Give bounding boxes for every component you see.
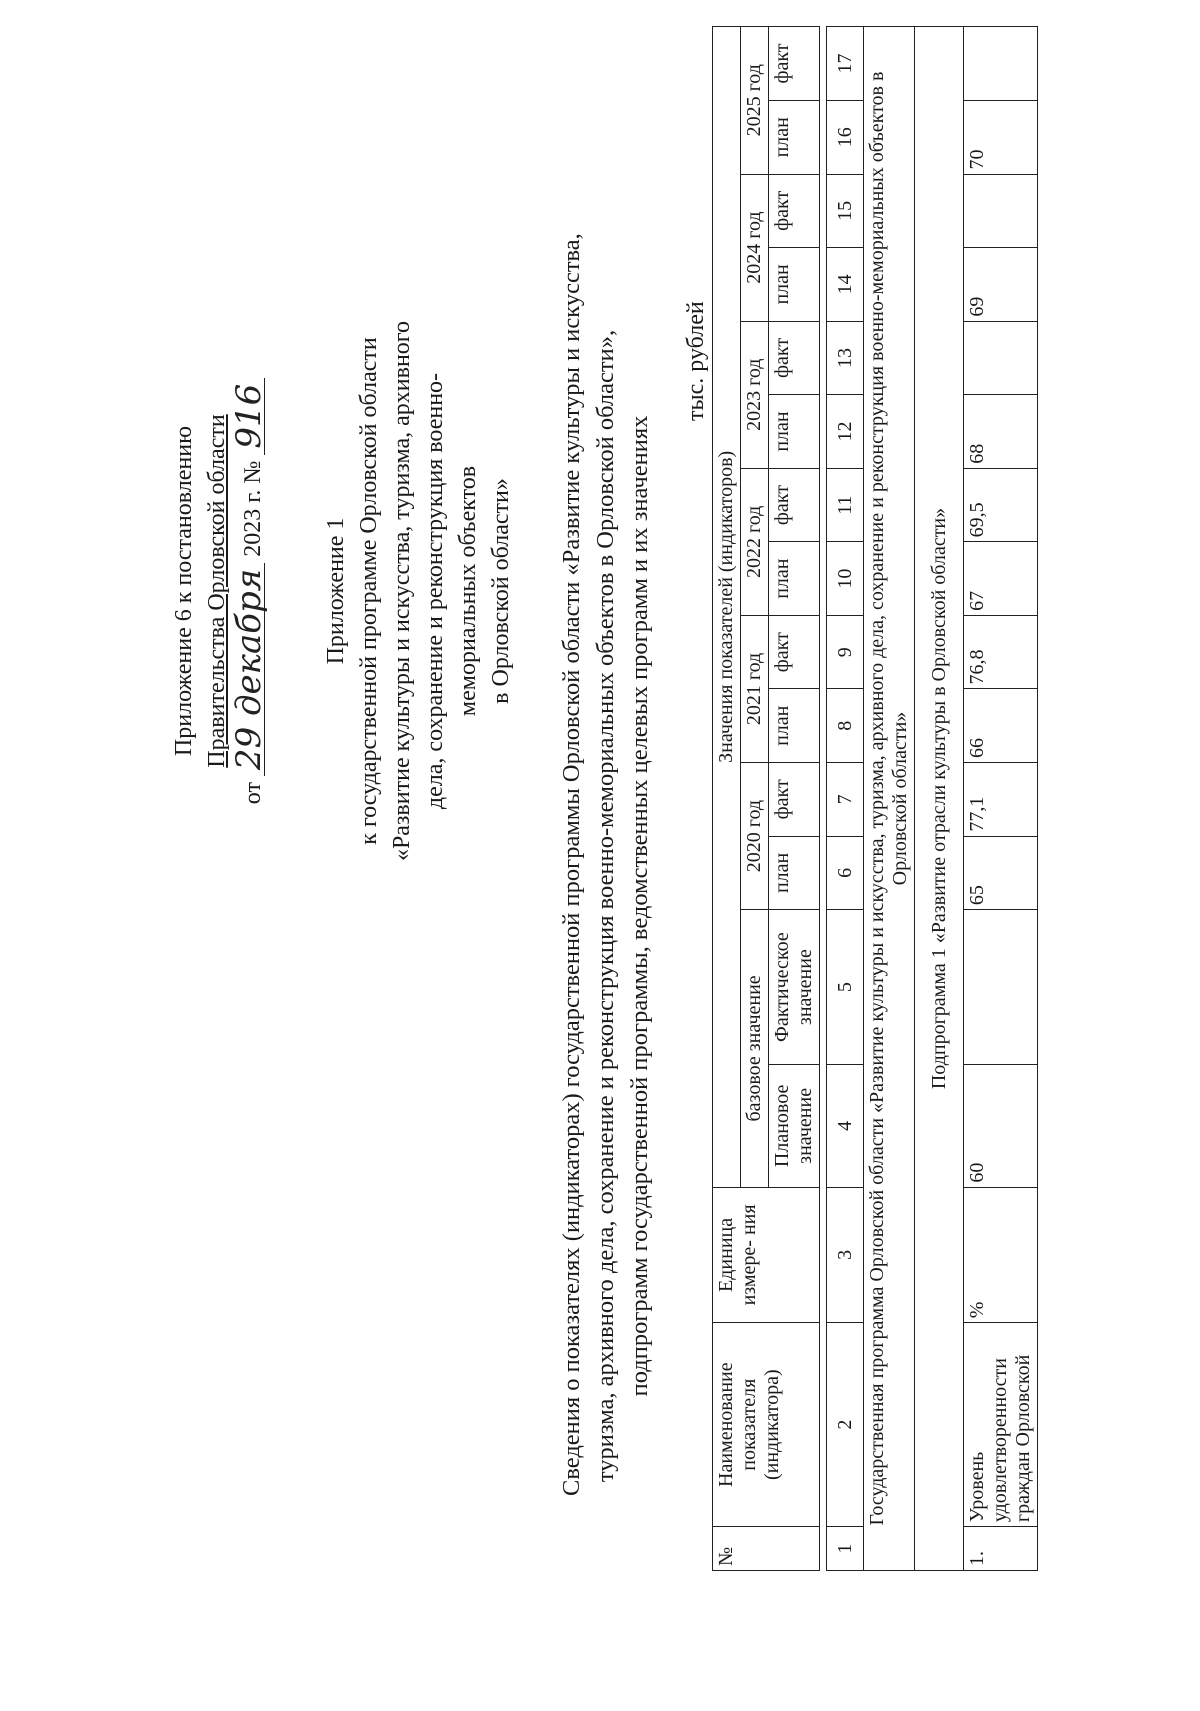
col-number: 4 <box>827 1065 864 1188</box>
row-2022-plan: 67 <box>964 542 1038 616</box>
col-number: 3 <box>827 1187 864 1323</box>
col-number: 6 <box>827 836 864 910</box>
program-row <box>864 27 915 1571</box>
units-label: тыс. рублей <box>683 301 709 421</box>
subprogram-row <box>915 27 964 1571</box>
header-unit: Единица измере- ния <box>713 1187 820 1323</box>
subprogram-row-cell: Подпрограмма 1 «Развитие отрасли культуры в Орловской области» <box>915 27 964 1571</box>
col-number: 5 <box>827 910 864 1065</box>
col-number: 7 <box>827 763 864 837</box>
col-number: 11 <box>827 468 864 542</box>
col-number: 14 <box>827 248 864 322</box>
header-plan: план <box>769 395 820 469</box>
separator-cell <box>820 27 827 1571</box>
handwritten-number: 916 <box>234 378 265 455</box>
row-2020-fact: 77,1 <box>964 763 1038 837</box>
row-2024-fact <box>964 174 1038 248</box>
col-number: 17 <box>827 27 864 101</box>
table-separator <box>820 27 827 1571</box>
appendix-line-3: «Развитие культуры и искусства, туризма, архивного <box>389 320 415 862</box>
appendix-line-6: в Орловской области» <box>488 478 514 704</box>
row-2025-fact <box>964 27 1038 101</box>
column-number-row <box>827 27 864 1571</box>
appendix-line-1: Приложение 1 <box>323 517 349 665</box>
header-year-2020: 2020 год <box>741 763 769 910</box>
header-fact: факт <box>769 763 820 837</box>
header-base-fact: Фактическое значение <box>769 910 820 1065</box>
col-number: 9 <box>827 615 864 689</box>
col-number: 13 <box>827 321 864 395</box>
col-number: 8 <box>827 689 864 763</box>
header-fact: факт <box>769 27 820 101</box>
header-plan: план <box>769 100 820 174</box>
header-year-2021: 2021 год <box>741 615 769 762</box>
header-base: базовое значение <box>741 910 769 1188</box>
program-row-cell: Государственная программа Орловской области «Развитие культуры и искусства, туризма, архивного дела, сохранение и реконструкция военно-мемориальных объектов в Орловской области» <box>864 27 915 1571</box>
header-year-2022: 2022 год <box>741 468 769 615</box>
header-date-row <box>229 311 270 871</box>
col-number: 16 <box>827 100 864 174</box>
header-fact: факт <box>769 321 820 395</box>
row-2023-fact <box>964 321 1038 395</box>
header-line-1: Приложение 6 к постановлению <box>171 425 197 757</box>
header-year-2024: 2024 год <box>741 174 769 321</box>
indicators-table <box>712 26 1038 1571</box>
year-text: 2023 г. № <box>240 460 266 557</box>
header-name: Наименование показателя (индикатора) <box>713 1323 820 1527</box>
table-row <box>964 27 1038 1571</box>
col-number: 2 <box>827 1323 864 1527</box>
title-line-2: туризма, архивного дела, сохранение и реконструкция военно-мемориальных объектов в Орловской области», <box>592 329 619 1483</box>
header-plan: план <box>769 689 820 763</box>
row-2023-plan: 68 <box>964 395 1038 469</box>
row-base-plan: 60 <box>964 1065 1038 1188</box>
col-number: 1 <box>827 1527 864 1571</box>
row-2022-fact: 69,5 <box>964 468 1038 542</box>
row-2024-plan: 69 <box>964 248 1038 322</box>
resolution-header <box>168 311 270 871</box>
row-unit: % <box>964 1187 1038 1323</box>
row-2025-plan: 70 <box>964 100 1038 174</box>
col-number: 12 <box>827 395 864 469</box>
row-no: 1. <box>964 1527 1038 1571</box>
row-2021-fact: 76,8 <box>964 615 1038 689</box>
document-title <box>555 233 657 1496</box>
appendix-line-5: мемориальных объектов <box>455 465 481 717</box>
handwritten-date: 29 декабря <box>234 563 265 776</box>
col-number: 15 <box>827 174 864 248</box>
header-plan: план <box>769 542 820 616</box>
title-line-3: подпрограмм государственной программы, ведомственных целевых программ и их значениях <box>626 415 653 1397</box>
date-prefix: от <box>240 782 266 805</box>
row-2020-plan: 65 <box>964 836 1038 910</box>
header-fact: факт <box>769 615 820 689</box>
row-name: Уровень удовлетворенности граждан Орловской <box>964 1323 1038 1527</box>
indicators-table-wrap <box>712 26 1038 1571</box>
appendix-line-4: дела, сохранение и реконструкция военно- <box>422 372 448 810</box>
header-values: Значения показателей (индикаторов) <box>713 27 741 1188</box>
header-fact: факт <box>769 468 820 542</box>
header-fact: факт <box>769 174 820 248</box>
header-no: № <box>713 1527 820 1571</box>
title-line-1: Сведения о показателях (индикаторах) государственной программы Орловской области «Развитие культуры и искусства, <box>558 233 585 1496</box>
table-header-row-1 <box>713 27 741 1571</box>
header-year-2023: 2023 год <box>741 321 769 468</box>
row-base-fact <box>964 910 1038 1065</box>
appendix-line-2: к государственной программе Орловской области <box>356 337 382 845</box>
header-plan: план <box>769 836 820 910</box>
appendix-heading <box>320 271 518 911</box>
header-plan: план <box>769 248 820 322</box>
header-base-plan: Плановое значение <box>769 1065 820 1188</box>
row-2021-plan: 66 <box>964 689 1038 763</box>
header-line-2: Правительства Орловской области <box>204 414 230 768</box>
col-number: 10 <box>827 542 864 616</box>
header-year-2025: 2025 год <box>741 27 769 175</box>
